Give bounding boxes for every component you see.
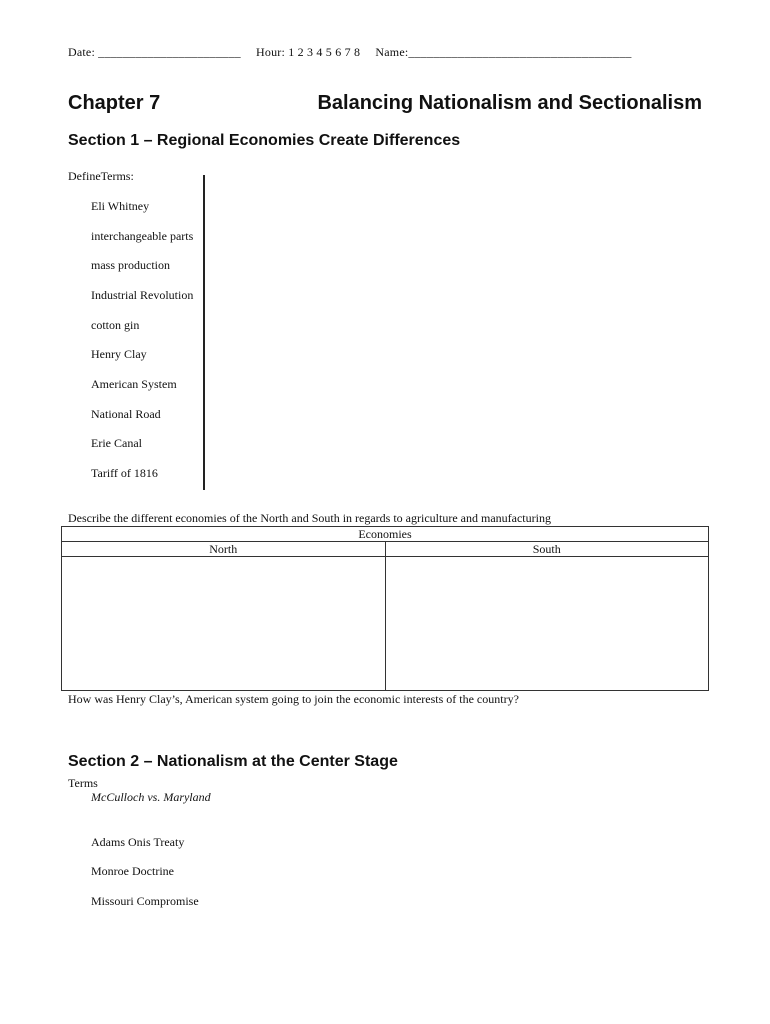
term-monroe-doctrine: Monroe Doctrine (91, 864, 174, 878)
term-missouri-compromise: Missouri Compromise (91, 894, 199, 908)
north-column-header: North (62, 542, 386, 557)
term-adams-onis-treaty: Adams Onis Treaty (91, 835, 185, 849)
term-tariff-of-1816: Tariff of 1816 (91, 466, 158, 480)
south-column-header: South (385, 542, 709, 557)
section-1-title: Section 1 – Regional Economies Create Differences (68, 132, 461, 149)
south-answer-cell[interactable] (385, 557, 709, 691)
economies-table (61, 526, 709, 691)
date-field[interactable]: Date: _______________________ (68, 45, 241, 59)
section-2-title: Section 2 – Nationalism at the Center Stage (68, 753, 398, 770)
describe-prompt: Describe the different economies of the North and South in regards to agriculture and manufacturing (68, 511, 551, 525)
term-henry-clay: Henry Clay (91, 347, 147, 361)
chapter-title: Balancing Nationalism and Sectionalism (317, 92, 702, 114)
terms-label: Terms (68, 776, 98, 790)
header-line (68, 45, 644, 60)
term-mass-production: mass production (91, 258, 170, 272)
term-eli-whitney: Eli Whitney (91, 199, 150, 213)
term-erie-canal: Erie Canal (91, 436, 142, 450)
american-system-question: How was Henry Clay’s, American system going to join the economic interests of the country? (68, 692, 519, 706)
name-field[interactable]: Name:____________________________________ (375, 45, 632, 59)
term-national-road: National Road (91, 407, 161, 421)
term-interchangeable-parts: interchangeable parts (91, 229, 194, 243)
hour-field[interactable]: Hour: 1 2 3 4 5 6 7 8 (256, 45, 361, 59)
north-answer-cell[interactable] (62, 557, 386, 691)
term-industrial-revolution: Industrial Revolution (91, 288, 194, 302)
term-american-system: American System (91, 377, 177, 391)
chapter-number: Chapter 7 (68, 92, 161, 114)
definitions-divider (203, 175, 205, 490)
term-mcculloch-vs-maryland: McCulloch vs. Maryland (91, 790, 211, 804)
term-cotton-gin: cotton gin (91, 318, 140, 332)
define-terms-label: DefineTerms: (68, 169, 134, 183)
economies-table-title: Economies (62, 527, 709, 542)
